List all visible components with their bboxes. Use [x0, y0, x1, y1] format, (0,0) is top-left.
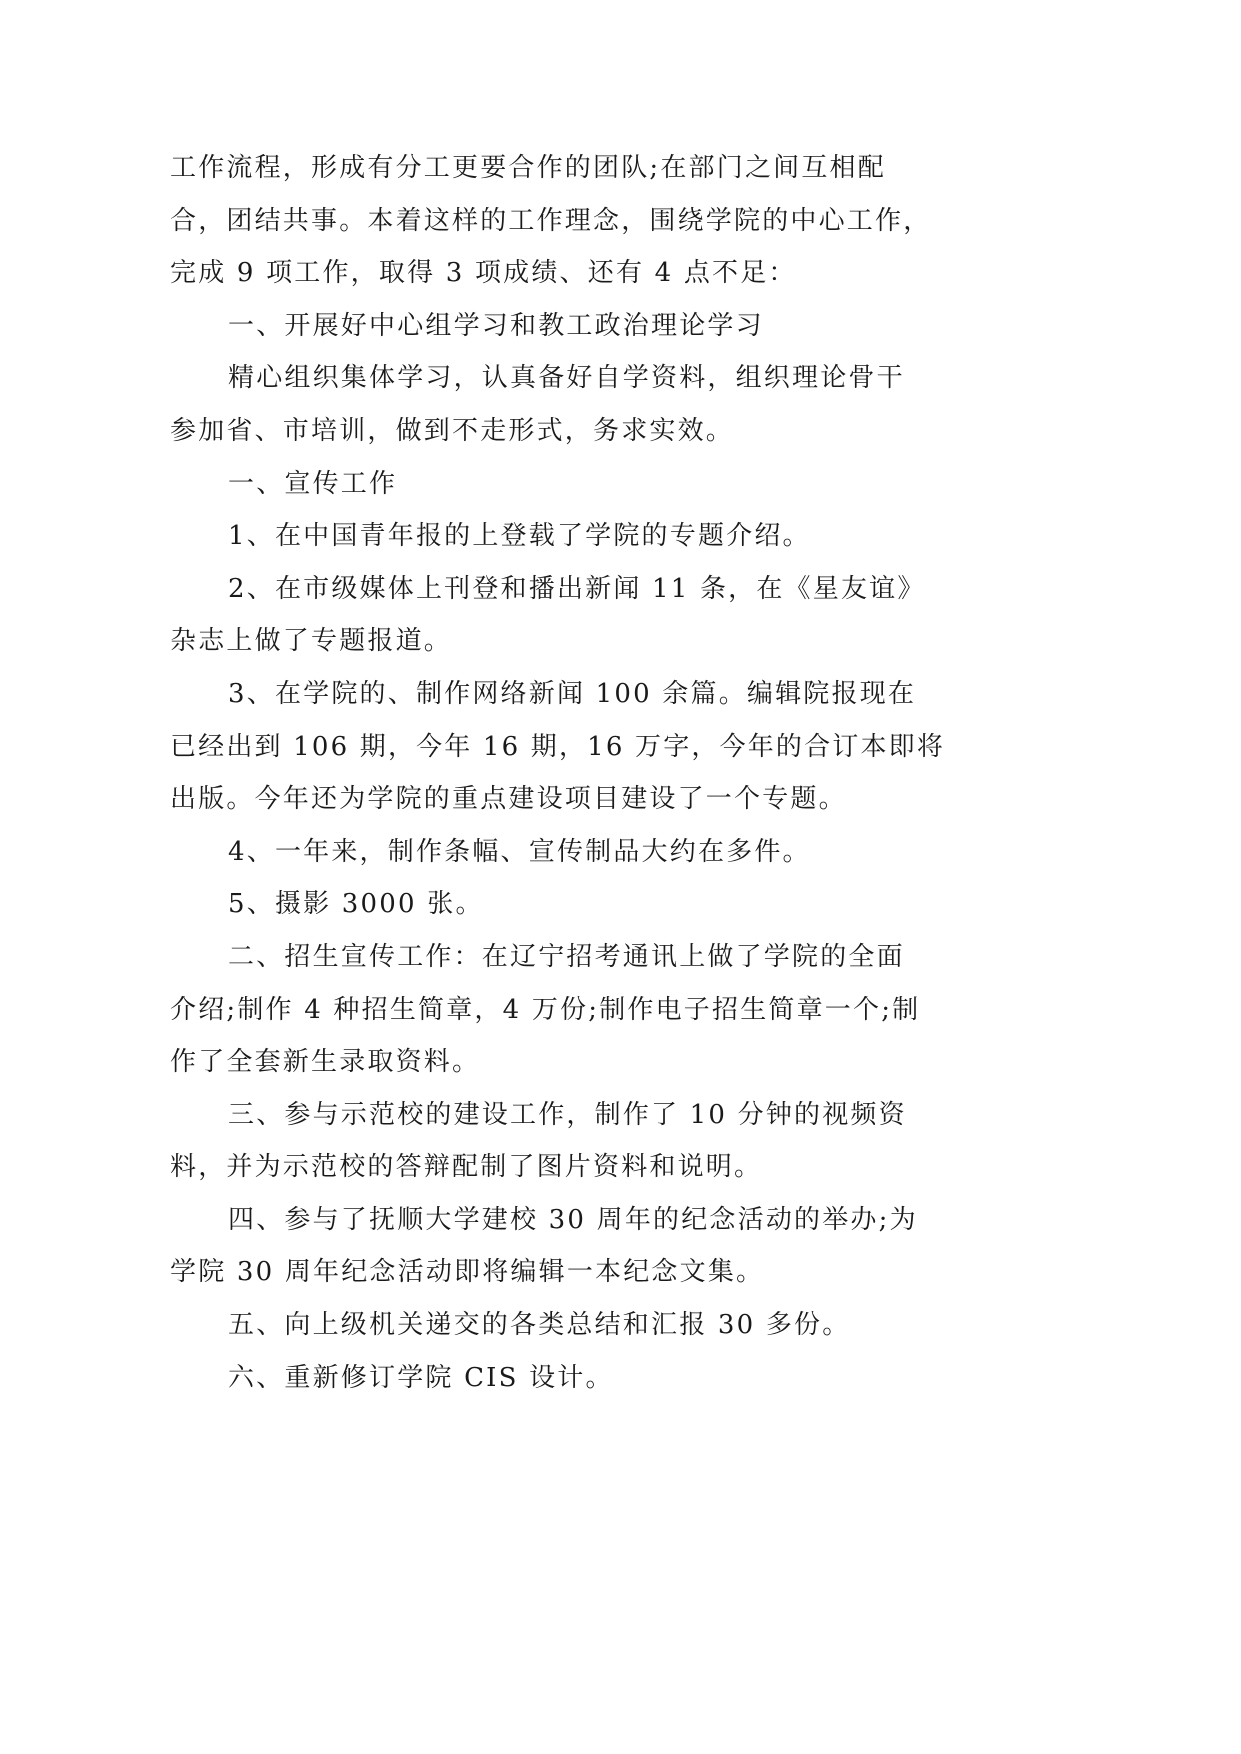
text-line: 杂志上做了专题报道。	[170, 626, 453, 657]
text-line: 介绍;制作 4 种招生简章，4 万份;制作电子招生简章一个;制	[170, 994, 921, 1025]
text-line: 参加省、市培训，做到不走形式，务求实效。	[170, 415, 735, 446]
section-heading: 五、向上级机关递交的各类总结和汇报 30 多份。	[228, 1310, 851, 1341]
text-line: 作了全套新生录取资料。	[170, 1047, 481, 1078]
list-item: 4、一年来，制作条幅、宣传制品大约在多件。	[228, 836, 811, 867]
text-line: 精心组织集体学习，认真备好自学资料，组织理论骨干	[228, 363, 905, 394]
section-heading: 二、招生宣传工作：在辽宁招考通讯上做了学院的全面	[228, 941, 905, 972]
list-item: 1、在中国青年报的上登载了学院的专题介绍。	[228, 521, 811, 552]
list-item: 2、在市级媒体上刊登和播出新闻 11 条，在《星友谊》	[228, 573, 926, 604]
section-heading: 四、参与了抚顺大学建校 30 周年的纪念活动的举办;为	[228, 1204, 918, 1235]
section-heading: 一、宣传工作	[228, 468, 398, 499]
text-line: 已经出到 106 期，今年 16 期，16 万字，今年的合订本即将	[170, 731, 945, 762]
section-heading: 一、开展好中心组学习和教工政治理论学习	[228, 310, 764, 341]
text-line: 合，团结共事。本着这样的工作理念，围绕学院的中心工作，	[170, 205, 932, 236]
list-item: 5、摄影 3000 张。	[228, 889, 484, 920]
section-heading: 六、重新修订学院 CIS 设计。	[228, 1362, 614, 1393]
section-heading: 三、参与示范校的建设工作，制作了 10 分钟的视频资	[228, 1099, 907, 1130]
document-body	[170, 142, 945, 1404]
text-line: 学院 30 周年纪念活动即将编辑一本纪念文集。	[170, 1257, 765, 1288]
text-line: 料，并为示范校的答辩配制了图片资料和说明。	[170, 1152, 763, 1183]
text-line: 完成 9 项工作，取得 3 项成绩、还有 4 点不足：	[170, 258, 797, 289]
list-item: 3、在学院的、制作网络新闻 100 余篇。编辑院报现在	[228, 678, 917, 709]
text-line: 出版。今年还为学院的重点建设项目建设了一个专题。	[170, 784, 847, 815]
text-line: 工作流程，形成有分工更要合作的团队;在部门之间互相配	[170, 153, 886, 183]
